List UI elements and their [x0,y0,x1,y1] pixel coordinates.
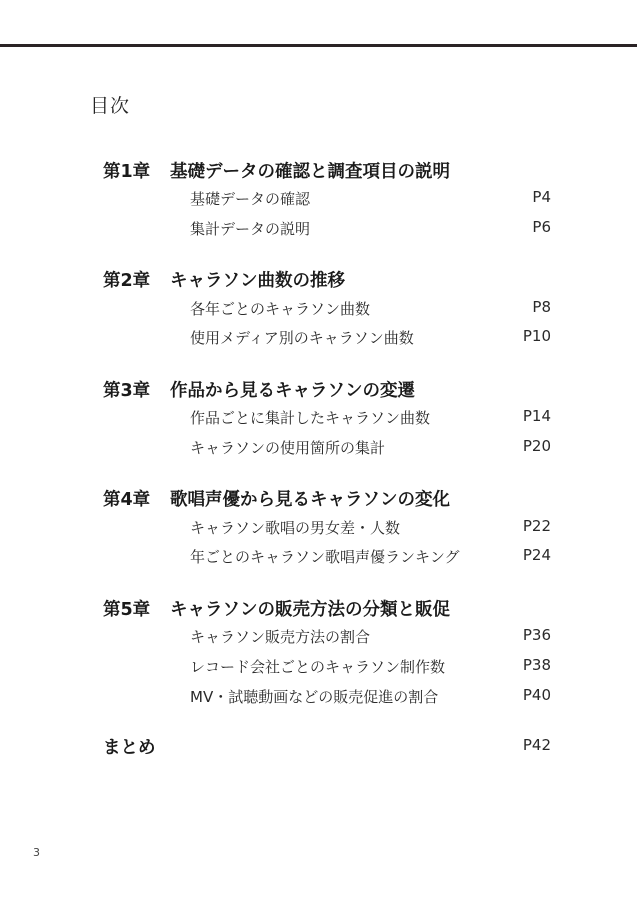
chapter-title: 作品から見るキャラソンの変遷 [170,381,415,401]
toc-entry-label: 年ごとのキャラソン歌唱声優ランキング [190,548,460,566]
toc-entry-label: 各年ごとのキャラソン曲数 [190,300,371,318]
chapter-number: 第3章 [103,381,151,401]
toc-entry-page: P40 [522,686,551,704]
toc-entry-page: P14 [522,407,551,425]
toc-entry[interactable] [190,298,551,320]
header-rule [0,44,637,47]
toc-entry[interactable] [190,546,551,568]
toc-entry-label: 集計データの説明 [190,220,311,238]
toc-entry[interactable] [190,656,551,678]
chapter-3-heading [103,377,415,402]
chapter-title: キャラソン曲数の推移 [170,271,345,291]
chapter-number: 第4章 [103,490,151,510]
chapter-1-heading [103,158,450,183]
toc-entry-page: P8 [532,298,551,316]
toc-entry-label: 使用メディア別のキャラソン曲数 [190,329,414,347]
chapter-title: キャラソンの販売方法の分類と販促 [170,600,450,620]
page-number: 3 [33,846,40,859]
toc-entry-page: P22 [522,517,551,535]
toc-entry-label: 基礎データの確認 [190,190,311,208]
chapter-4-heading [103,486,450,511]
chapter-2-heading [103,267,345,292]
summary-title: まとめ [103,738,156,758]
toc-entry[interactable] [190,188,551,210]
toc-title: 目次 [90,95,131,117]
toc-entry-label: 作品ごとに集計したキャラソン曲数 [190,409,431,427]
toc-entry[interactable] [190,327,551,349]
toc-entry[interactable] [190,626,551,648]
toc-entry-label: キャラソン販売方法の割合 [190,628,371,646]
summary-entry[interactable] [103,734,551,758]
toc-entry-page: P4 [532,188,551,206]
toc-entry-page: P36 [522,626,551,644]
toc-entry-label: MV・試聴動画などの販売促進の割合 [190,688,439,706]
toc-entry-page: P10 [522,327,551,345]
toc-entry-label: レコード会社ごとのキャラソン制作数 [190,658,446,676]
chapter-title: 基礎データの確認と調査項目の説明 [170,162,450,182]
toc-entry-page: P6 [532,218,551,236]
toc-entry-label: キャラソンの使用箇所の集計 [190,439,386,457]
toc-entry[interactable] [190,437,551,459]
toc-entry-page: P20 [522,437,551,455]
toc-entry[interactable] [190,218,551,240]
summary-page: P42 [522,736,551,754]
toc-entry[interactable] [190,686,551,708]
chapter-5-heading [103,596,450,621]
toc-entry[interactable] [190,517,551,539]
chapter-title: 歌唱声優から見るキャラソンの変化 [170,490,450,510]
toc-entry-label: キャラソン歌唱の男女差・人数 [190,519,401,537]
toc-entry-page: P38 [522,656,551,674]
toc-entry[interactable] [190,407,551,429]
chapter-number: 第1章 [103,162,151,182]
toc-entry-page: P24 [522,546,551,564]
chapter-number: 第2章 [103,271,151,291]
chapter-number: 第5章 [103,600,151,620]
